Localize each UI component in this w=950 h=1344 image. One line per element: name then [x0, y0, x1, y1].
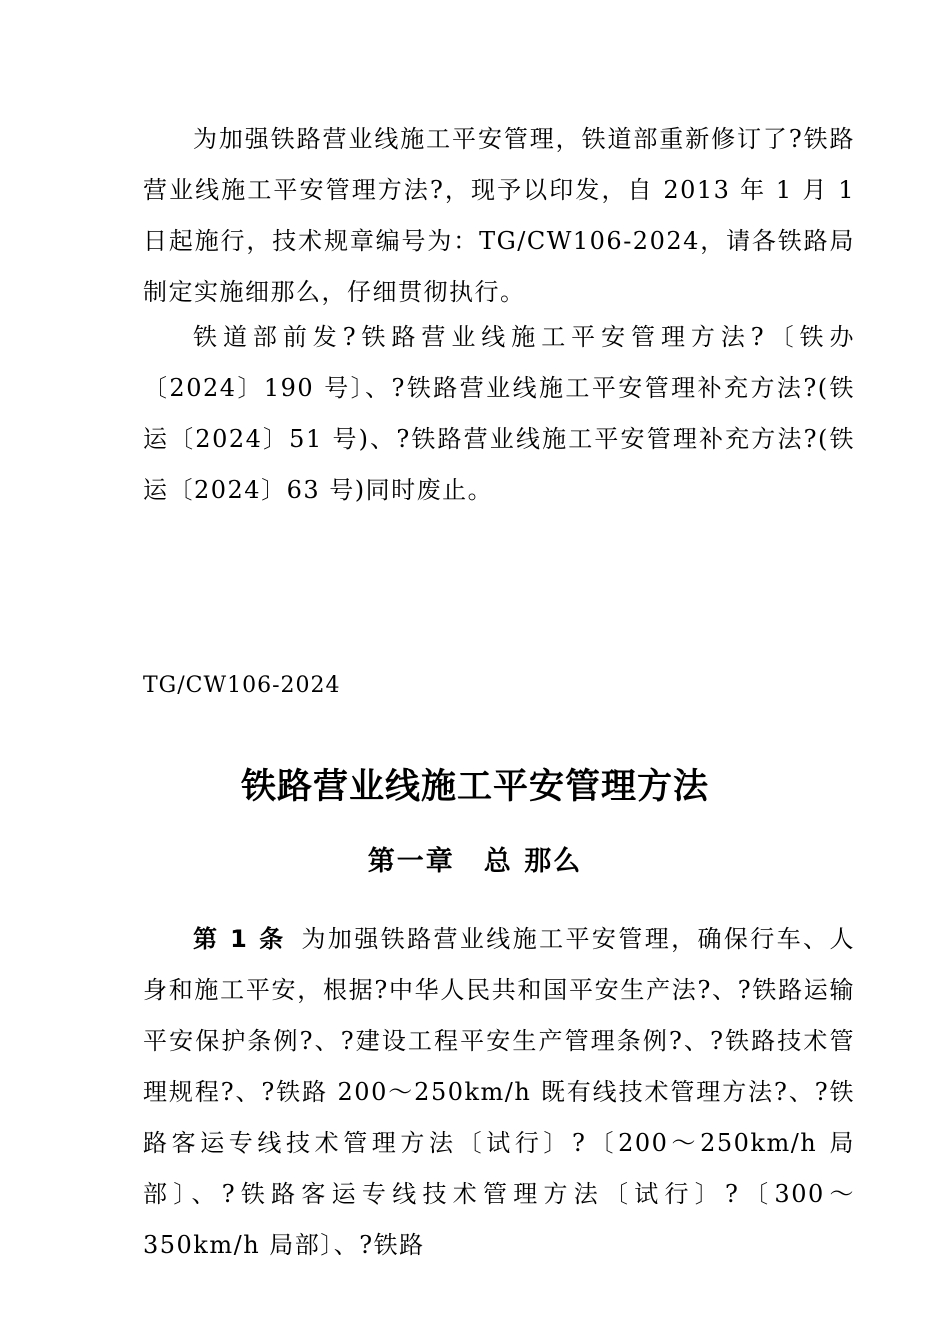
article-1-label: 第 1 条 [193, 925, 286, 953]
regulation-code: TG/CW106-2024 [143, 673, 341, 698]
chapter-heading: 第一章 总 那么 [367, 846, 583, 877]
article-1-text: 为加强铁路营业线施工平安管理，确保行车、人身和施工平安，根据?中华人民共和国平安生产法?、?铁路运输平安保护条例?、?建设工程平安生产管理条例?、?铁路技术管理规程?、?铁路 200～250km/h 既有线技术管理方法?、?铁路客运专线技术管理方法〔试行〕?〔200～250km/h 局部〕、?铁路客运专线技术管理方法〔试行〕?〔300～350km/h 局部〕、?铁路 [143, 925, 855, 1259]
intro-paragraph: 为加强铁路营业线施工平安管理，铁道部重新修订了?铁路营业线施工平安管理方法?，现予以印发，自 2013 年 1 月 1 日起施行，技术规章编号为：TG/CW106-2024，请各铁路局制定实施细那么，仔细贯彻执行。 [143, 125, 855, 306]
abolish-paragraph: 铁道部前发?铁路营业线施工平安管理方法?〔铁办〔2024〕190 号〕、?铁路营业线施工平安管理补充方法?(铁运〔2024〕51 号)、?铁路营业线施工平安管理补充方法?(铁运〔2024〕63 号)同时废止。 [143, 323, 855, 504]
article-1-paragraph [143, 914, 855, 1271]
document-title: 铁路营业线施工平安管理方法 [240, 767, 709, 807]
